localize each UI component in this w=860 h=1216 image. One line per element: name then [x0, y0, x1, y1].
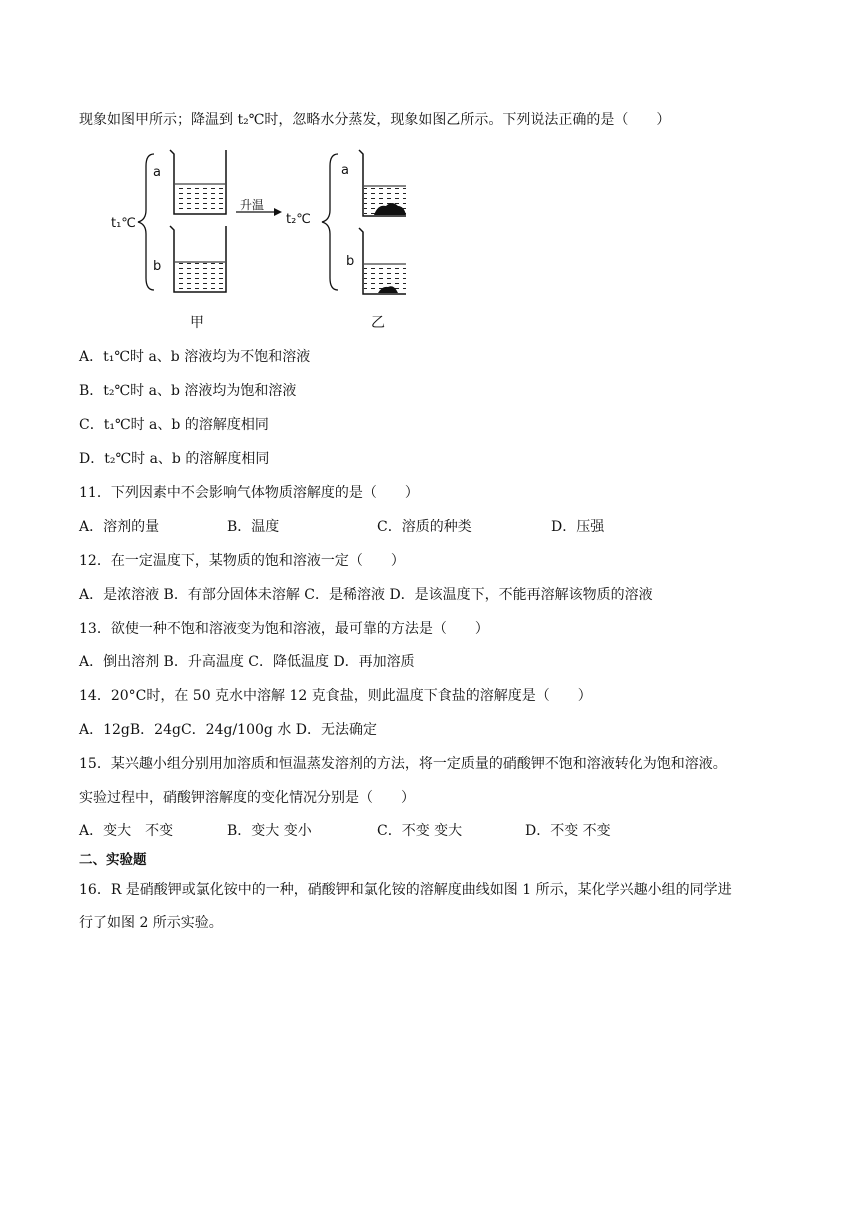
q12-options: A．是浓溶液 B．有部分固体未溶解 C．是稀溶液 D．是该温度下，不能再溶解该物质的溶液	[79, 587, 653, 603]
q15-option-c: C．不变 变大	[377, 823, 463, 839]
label-b-left: b	[153, 259, 162, 274]
caption-yi: 乙	[371, 315, 385, 331]
label-a-right: a	[341, 163, 349, 178]
q10-option-b: B．t₂℃时 a、b 溶液均为饱和溶液	[79, 383, 297, 399]
q11-option-c: C．溶质的种类	[377, 519, 472, 535]
temp-t2-label: t₂℃	[286, 212, 311, 227]
q11-option-d: D．压强	[551, 519, 605, 535]
q13-stem: 13．欲使一种不饱和溶液变为饱和溶液，最可靠的方法是（ ）	[79, 621, 489, 637]
q10-option-a: A．t₁℃时 a、b 溶液均为不饱和溶液	[79, 349, 311, 365]
q11-stem: 11．下列因素中不会影响气体物质溶解度的是（ ）	[79, 485, 419, 501]
q16-line1: 16．R 是硝酸钾或氯化铵中的一种，硝酸钾和氯化铵的溶解度曲线如图 1 所示，某化学兴趣小组的同学进	[79, 882, 732, 898]
q13-options: A．倒出溶剂 B．升高温度 C．降低温度 D．再加溶质	[79, 654, 415, 670]
q11-options	[79, 517, 604, 537]
right-brace-icon	[322, 154, 338, 290]
left-brace-icon	[138, 154, 154, 290]
q15-stem-line1: 15．某兴趣小组分别用加溶质和恒温蒸发溶剂的方法，将一定质量的硝酸钾不饱和溶液转化为饱和溶液。	[79, 756, 727, 772]
temp-t1-label: t₁℃	[111, 216, 136, 231]
q11-option-a: A．溶剂的量	[79, 519, 160, 535]
label-a-left: a	[153, 165, 161, 180]
beaker-diagram	[106, 146, 406, 336]
q14-stem: 14．20°C时，在 50 克水中溶解 12 克食盐，则此温度下食盐的溶解度是（ ）	[79, 688, 592, 704]
right-beaker-b	[359, 228, 406, 294]
section-title: 二、实验题	[79, 852, 147, 868]
left-beaker-b	[170, 226, 226, 292]
q15-stem-line2: 实验过程中，硝酸钾溶解度的变化情况分别是（ ）	[79, 790, 415, 806]
q15-options	[79, 821, 611, 841]
q11-option-b: B．温度	[227, 519, 280, 535]
q12-stem: 12．在一定温度下，某物质的饱和溶液一定（ ）	[79, 553, 405, 569]
q15-option-a: A．变大 不变	[79, 823, 174, 839]
arrow-label: 升温	[240, 198, 265, 212]
q15-option-b: B．变大 变小	[227, 823, 312, 839]
q15-option-d: D．不变 不变	[525, 823, 611, 839]
right-beaker-a	[359, 150, 406, 216]
q10-option-c: C．t₁℃时 a、b 的溶解度相同	[79, 417, 269, 433]
caption-jia: 甲	[190, 315, 204, 331]
q16-line2: 行了如图 2 所示实验。	[79, 915, 223, 931]
q10-option-d: D．t₂℃时 a、b 的溶解度相同	[79, 451, 270, 467]
left-beaker-a	[170, 150, 226, 214]
question-10-intro: 现象如图甲所示；降温到 t₂℃时，忽略水分蒸发，现象如图乙所示。下列说法正确的是（ ）	[79, 112, 671, 128]
q14-options: A．12gB．24gC．24g/100g 水 D．无法确定	[79, 722, 377, 738]
beaker-figure	[106, 146, 406, 340]
label-b-right: b	[346, 254, 355, 269]
